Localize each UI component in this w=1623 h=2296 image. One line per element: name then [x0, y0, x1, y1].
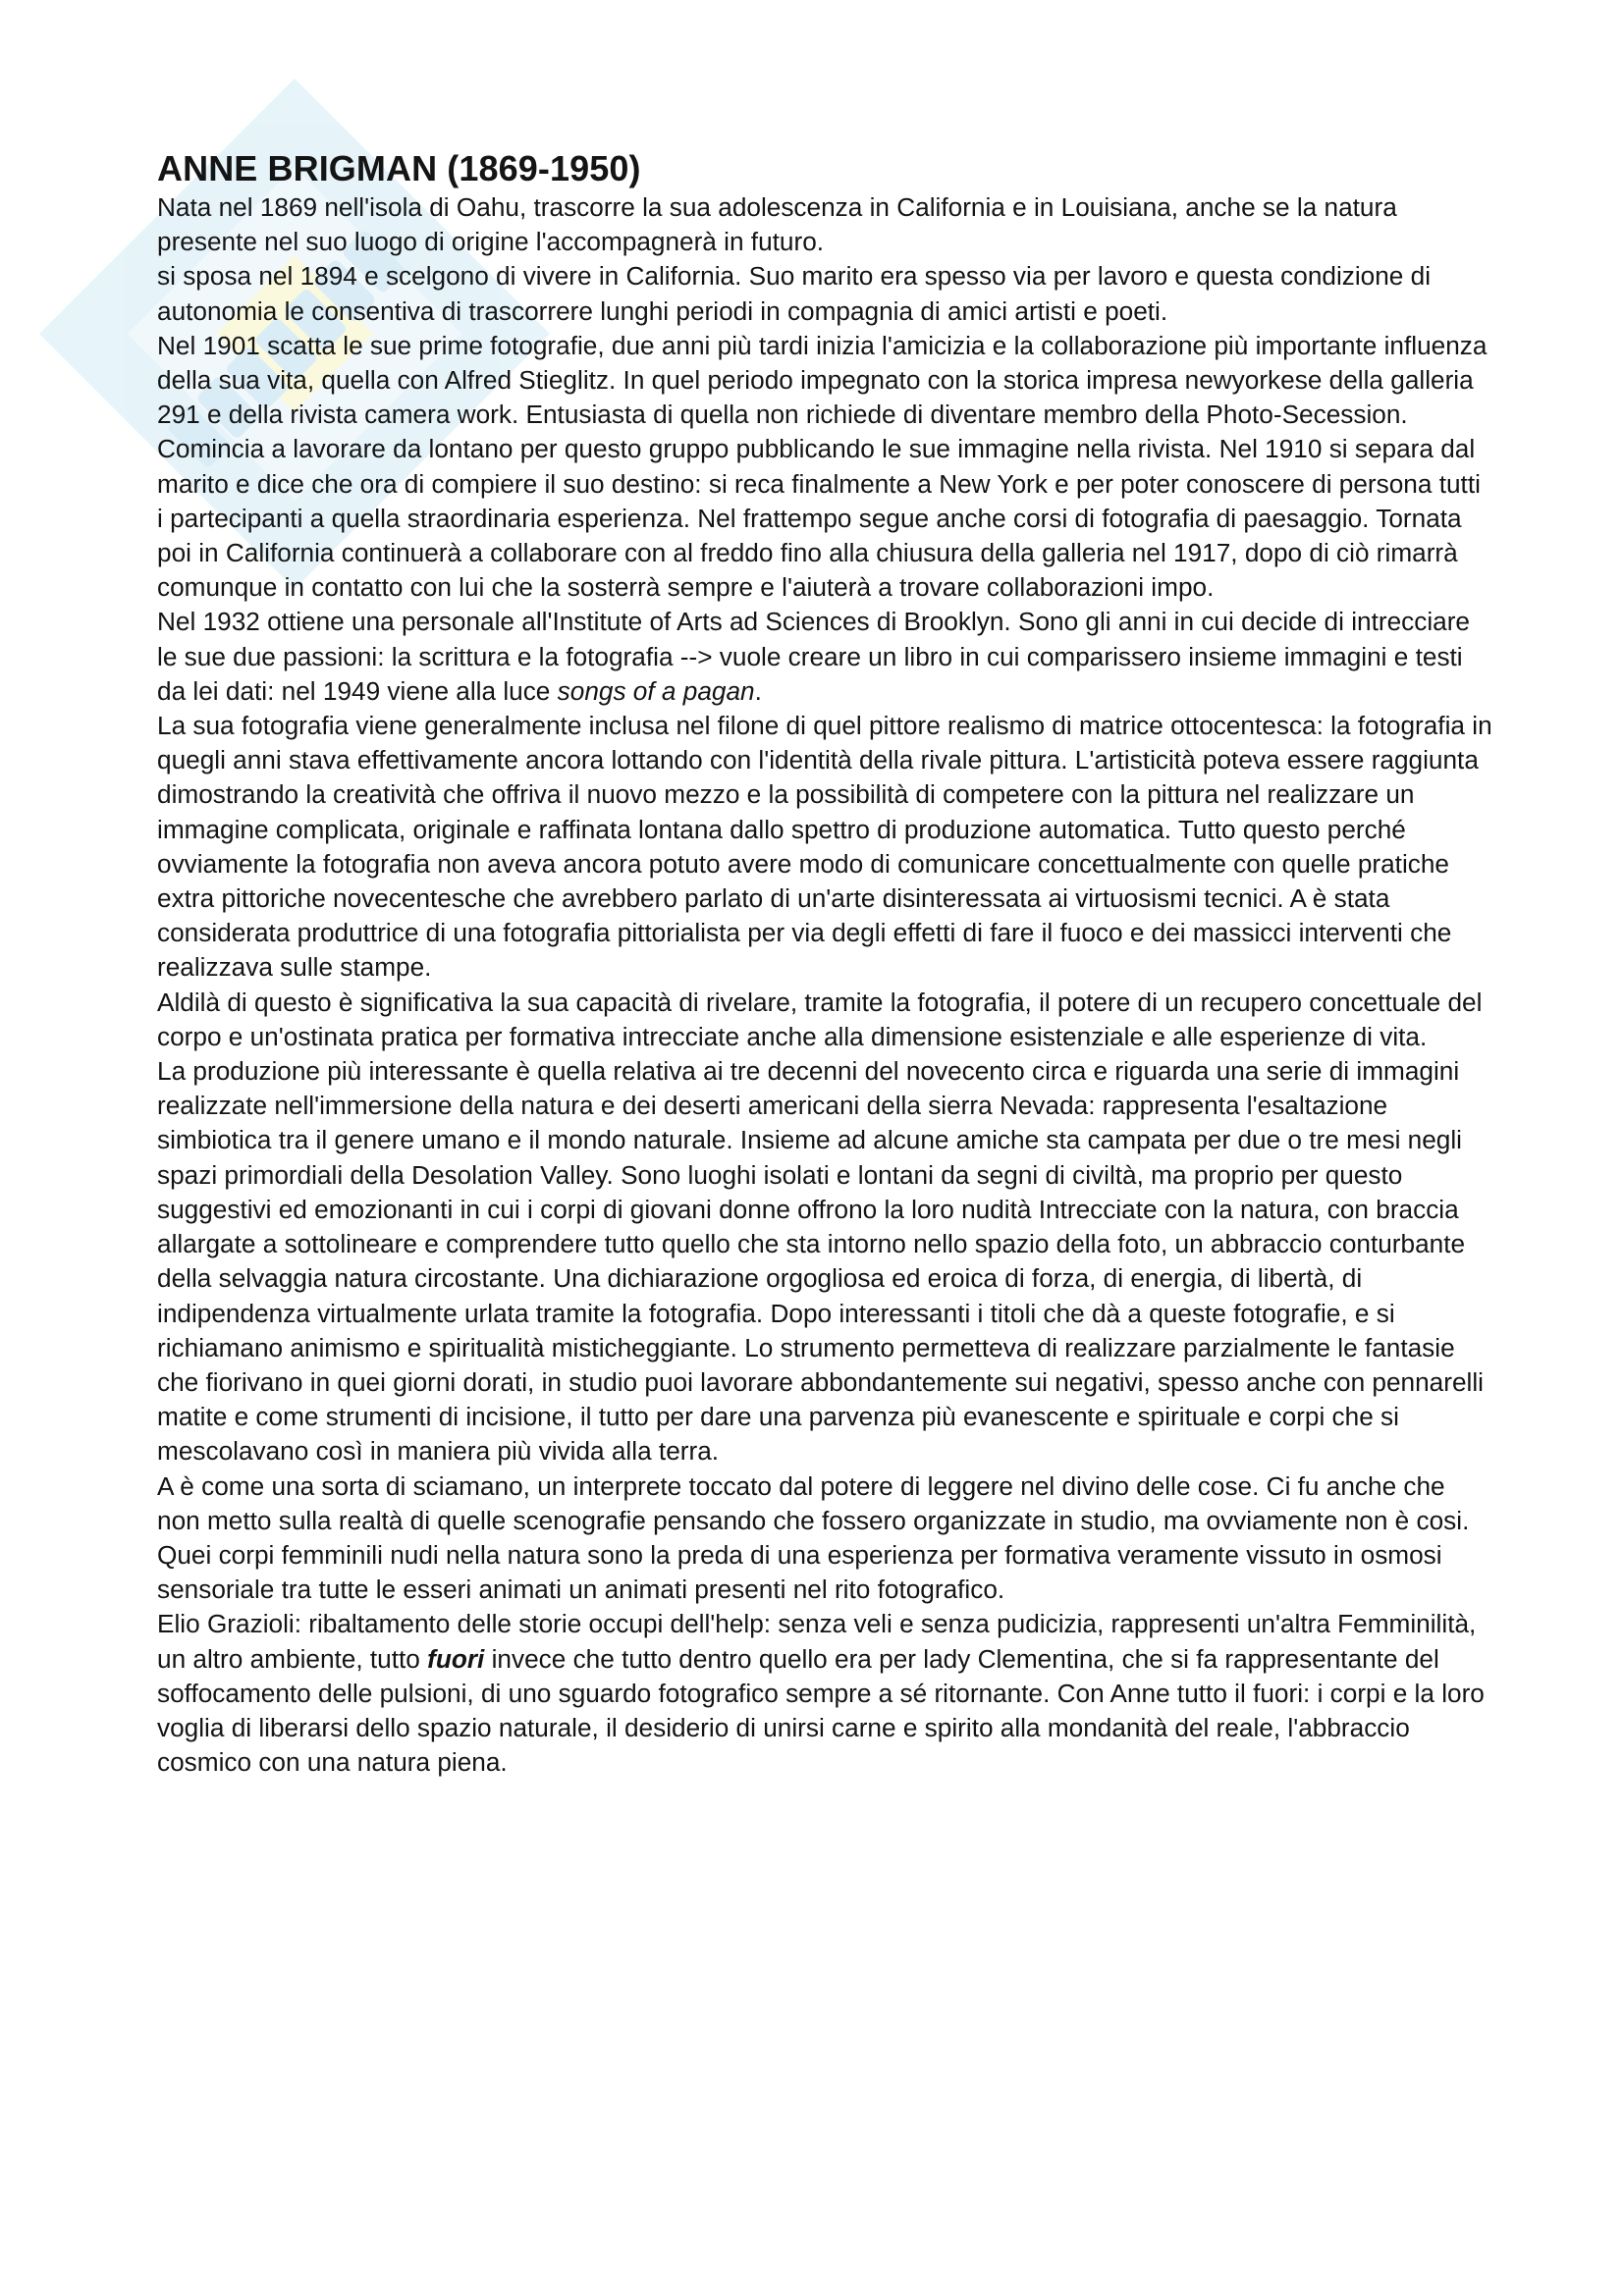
paragraph-shaman: A è come una sorta di sciamano, un interprete toccato dal potere di leggere nel divino delle cose. Ci fu anche che non metto sulla realtà di quelle scenografie pensando che fossero organizzate in studio, ma ovviamente non è cosi. — [157, 1470, 1470, 1535]
document-title: ANNE BRIGMAN (1869-1950) — [157, 148, 641, 188]
paragraph-grazioli-end: invece che tutto dentro quello era per lady Clementina, che si fa rappresentante del soffocamento delle pulsioni, di uno sguardo fotografico sempre a sé ritornante. Con Anne tutto il fuori: i corpi e la loro voglia di liberarsi dello spazio naturale, il desiderio di unirsi carne e spirito alla mondanità del reale, l'abbraccio cosmico con una natura piena. — [157, 1643, 1485, 1778]
paragraph-origins: Nata nel 1869 nell'isola di Oahu, trascorre la sua adolescenza in California e in Louisiana, anche se la natura presente nel suo luogo di origine l'accompagnerà in futuro. — [157, 192, 1397, 257]
paragraph-brooklyn-end: . — [754, 675, 762, 706]
book-title: songs of a pagan — [557, 675, 755, 706]
paragraph-grazioli — [157, 1607, 1492, 1780]
paragraph-pictorialism: La sua fotografia viene generalmente inclusa nel filone di quel pittore realismo di matrice ottocentesca: la fotografia in quegli anni stava effettivamente ancora lottando con l'identità della rivale pittura. L'artisticità poteva essere raggiunta dimostrando la creatività che offriva il nuovo mezzo e la possibilità di competere con la pittura nel realizzare un immagine complicata, originale e raffinata lontana dallo spettro di produzione automatica. Tutto questo perché ovviamente la fotografia non aveva ancora potuto avere modo di comunicare concettualmente con quelle pratiche extra pittoriche novecentesche che avrebbero parlato di un'arte disinteressata ai virtuosismi tecnici. A è stata considerata produttrice di una fotografia pittorialista per via degli effetti di fare il fuoco e dei massicci interventi che realizzava sulle stampe. — [157, 711, 1492, 983]
paragraph-female-bodies: Quei corpi femminili nudi nella natura sono la preda di una esperienza per formativa veramente vissuto in osmosi sensoriale tra tutte le esseri animati un animati presenti nel rito fotografico. — [157, 1539, 1442, 1605]
paragraph-sierra-nevada: La produzione più interessante è quella relativa ai tre decenni del novecento circa e riguarda una serie di immagini realizzate nell'immersione della natura e dei deserti americani della sierra Nevada: rappresenta l'esaltazione simbiotica tra il genere umano e il mondo naturale. Insieme ad alcune amiche sta campata per due o tre mesi negli spazi primordiali della Desolation Valley. Sono luoghi isolati e lontani da segni di civiltà, ma proprio per questo suggestivi ed emozionanti in cui i corpi di giovani donne offrono la loro nudità Intrecciate con la natura, con braccia allargate a sottolineare e comprendere tutto quello che sta intorno nello spazio della foto, un abbraccio conturbante della selvaggia natura circostante. Una dichiarazione orgogliosa ed eroica di forza, di energia, di libertà, di indipendenza virtualmente urlata tramite la fotografia. Dopo interessanti i titoli che dà a queste fotografie, e si richiamano animismo e spiritualità misticheggiante. Lo strumento permetteva di realizzare parzialmente le fantasie che fiorivano in quei giorni dorati, in studio puoi lavorare abbondantemente sui negativi, spesso anche con pennarelli matite e come strumenti di incisione, il tutto per dare una parvenza più evanescente e spirituale e corpi che si mescolavano così in maniera più vivida alla terra. — [157, 1056, 1484, 1467]
paragraph-brooklyn — [157, 605, 1492, 709]
paragraph-stieglitz: Nel 1901 scatta le sue prime fotografie, due anni più tardi inizia l'amicizia e la collaborazione più importante influenza della sua vita, quella con Alfred Stieglitz. In quel periodo impegnato con la storica impresa newyorkese della galleria 291 e della rivista camera work. Entusiasta di quella non richiede di diventare membro della Photo-Secession. Comincia a lavorare da lontano per questo gruppo pubblicando le sue immagine nella rivista. Nel 1910 si separa dal marito e dice che ora di compiere il suo destino: si reca finalmente a New York e per poter conoscere di persona tutti i partecipanti a quella straordinaria esperienza. Nel frattempo segue anche corsi di fotografia di paesaggio. Tornata poi in California continuerà a collaborare con al freddo fino alla chiusura della galleria nel 1917, dopo di ciò rimarrà comunque in contatto con lui che la sosterrà sempre e l'aiuterà a trovare collaborazioni impo. — [157, 330, 1488, 603]
paragraph-marriage: si sposa nel 1894 e scelgono di vivere in California. Suo marito era spesso via per lavoro e questa condizione di autonomia le consentiva di trascorrere lunghi periodi in compagnia di amici artisti e poeti. — [157, 261, 1432, 326]
paragraph-body-concept: Aldilà di questo è significativa la sua capacità di rivelare, tramite la fotografia, il potere di un recupero concettuale del corpo e un'ostinata pratica per formativa intrecciate anche alla dimensione esistenziale e alle esperienze di vita. — [157, 987, 1483, 1051]
paragraph-grazioli-text: Elio Grazioli: ribaltamento delle storie occupi dell'help: senza veli e senza pudicizia, rappresenti un'altra Femminilità, un altro ambiente, tutto — [157, 1609, 1477, 1674]
document-page — [157, 149, 1492, 1780]
emphasis-fuori: fuori — [427, 1643, 485, 1674]
paragraph-brooklyn-text: Nel 1932 ottiene una personale all'Institute of Arts ad Sciences di Brooklyn. Sono gli anni in cui decide di intrecciare le sue due passioni: la scrittura e la fotografia --> vuole creare un libro in cui comparissero insieme immagini e testi da lei dati: nel 1949 viene alla luce — [157, 607, 1470, 706]
